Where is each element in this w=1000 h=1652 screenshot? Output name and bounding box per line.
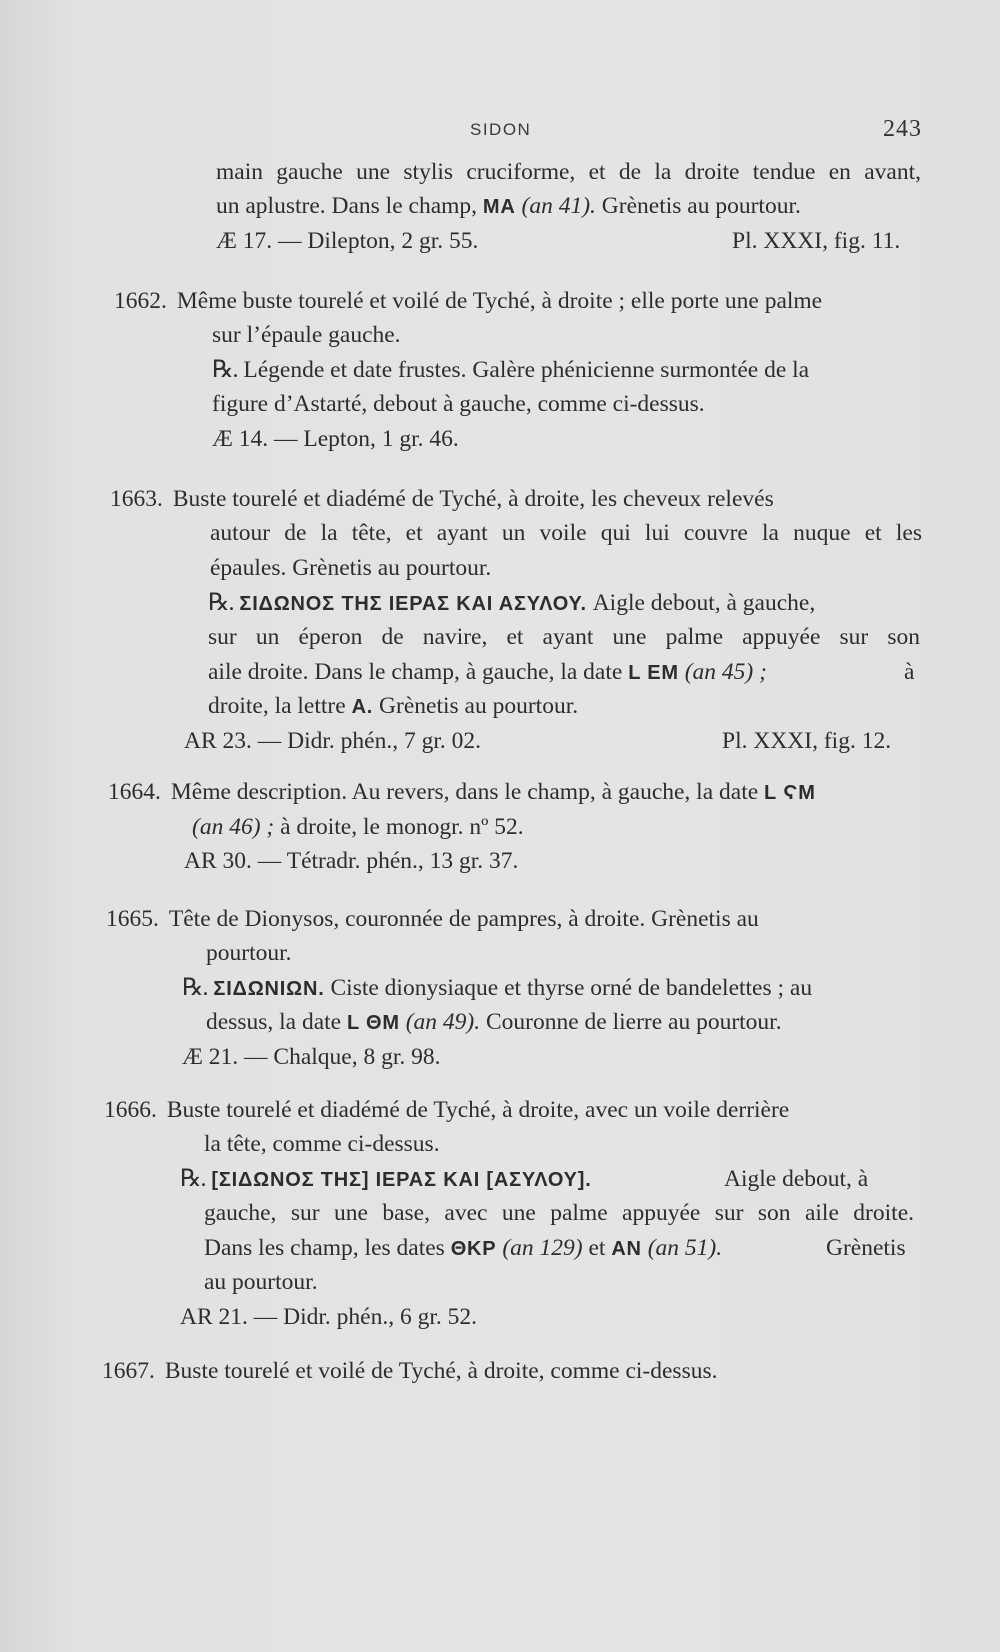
text-fragment: et	[588, 1235, 606, 1261]
plate-reference: Pl. XXXI, fig. 12.	[722, 728, 892, 754]
plate-reference: Pl. XXXI, fig. 11.	[732, 228, 901, 254]
text-line	[180, 1164, 592, 1195]
date-note: (an 46) ;	[192, 814, 275, 840]
reverse-symbol: ℞.	[180, 1166, 206, 1192]
date-note: (an 49).	[405, 1009, 481, 1035]
text-fragment: Légende et date frustes. Galère phénicienne surmontée de la	[243, 357, 810, 383]
text-line: sur un éperon de navire, et ayant une palme appuyée sur son	[208, 624, 920, 650]
text-line	[206, 1007, 782, 1038]
field-date: AN	[611, 1238, 642, 1260]
text-fragment: Buste tourelé et diadémé de Tyché, à droite, les cheveux relevés	[172, 486, 774, 512]
text-line: autour de la tête, et ayant un voile qui lui couvre la nuque et les	[210, 520, 922, 546]
text-fragment: Tête de Dionysos, couronnée de pampres, à droite. Grènetis au	[168, 906, 759, 932]
text-fragment: aile droite. Dans le champ, à gauche, la date	[208, 659, 623, 685]
text-line: épaules. Grènetis au pourtour.	[210, 555, 492, 581]
text-line: gauche, sur une base, avec une palme appuyée sur son aile droite.	[204, 1200, 914, 1226]
date-note: (an 129)	[502, 1235, 583, 1261]
field-date: L ΘM	[346, 1012, 400, 1034]
metrology-line: AR 21. — Didr. phén., 6 gr. 52.	[180, 1304, 478, 1330]
text-line: pourtour.	[206, 940, 292, 966]
entry-number: 1663.	[110, 486, 163, 512]
reverse-symbol: ℞.	[208, 590, 234, 616]
text-line	[208, 691, 578, 722]
text-fragment: Aigle debout, à	[724, 1166, 869, 1192]
entry-1663	[110, 484, 774, 514]
reverse-symbol: ℞.	[212, 357, 238, 383]
metrology-line: AR 23. — Didr. phén., 7 gr. 02.	[184, 728, 482, 754]
date-note: (an 45) ;	[684, 659, 767, 685]
text-fragment: à droite, le monogr. nº 52.	[280, 814, 524, 840]
text-line	[192, 812, 524, 842]
field-date: L ϚM	[764, 782, 816, 804]
metrology-line: Æ 17. — Dilepton, 2 gr. 55.	[216, 228, 479, 254]
entry-1665	[106, 904, 759, 934]
text-line	[208, 657, 767, 688]
greek-legend: ΣΙΔΩΝΙΩΝ.	[213, 978, 325, 1000]
field-legend: MA	[482, 196, 516, 218]
text-line: au pourtour.	[204, 1269, 318, 1295]
page-number: 243	[883, 116, 922, 142]
text-fragment: à	[904, 659, 915, 685]
text-fragment: Grènetis	[826, 1235, 906, 1261]
text-line: figure d’Astarté, debout à gauche, comme ci-dessus.	[212, 391, 705, 417]
greek-legend: ΣΙΔΩΝΟΣ ΤΗΣ ΙΕΡΑΣ ΚΑΙ ΑΣΥΛΟΥ.	[239, 593, 587, 615]
text-fragment: un aplustre. Dans le champ,	[216, 193, 478, 219]
text-line: sur l’épaule gauche.	[212, 322, 401, 348]
entry-1667	[102, 1356, 718, 1386]
entry-number: 1662.	[114, 288, 167, 314]
text-fragment: Dans les champ, les dates	[204, 1235, 445, 1261]
text-fragment: Ciste dionysiaque et thyrse orné de bandelettes ; au	[330, 975, 813, 1001]
text-line	[212, 355, 920, 385]
text-fragment: dessus, la date	[206, 1009, 342, 1035]
text-fragment: Même buste tourelé et voilé de Tyché, à droite ; elle porte une palme	[176, 288, 823, 314]
reverse-symbol: ℞.	[182, 975, 208, 1001]
running-head	[0, 116, 1000, 146]
text-fragment: Buste tourelé et diadémé de Tyché, à droite, avec un voile derrière	[166, 1097, 790, 1123]
text-line: la tête, comme ci-dessus.	[204, 1131, 440, 1157]
field-date: ΘΚΡ	[450, 1238, 497, 1260]
greek-legend: [ΣΙΔΩΝΟΣ ΤΗΣ] ΙΕΡΑΣ ΚΑΙ [ΑΣΥΛΟΥ].	[211, 1169, 592, 1191]
text-line	[182, 973, 812, 1004]
text-line: main gauche une stylis cruciforme, et de la droite tendue en avant,	[216, 159, 921, 185]
date-note: (an 41).	[521, 193, 596, 219]
entry-1666	[104, 1095, 789, 1125]
text-fragment: Buste tourelé et voilé de Tyché, à droite, comme ci-dessus.	[164, 1358, 718, 1384]
text-fragment: droite, la lettre	[208, 693, 346, 719]
text-fragment: Même description. Au revers, dans le champ, à gauche, la date	[170, 779, 759, 805]
text-fragment: Grènetis au pourtour.	[601, 193, 801, 219]
text-fragment: Grènetis au pourtour.	[379, 693, 579, 719]
entry-number: 1666.	[104, 1097, 157, 1123]
text-fragment: Couronne de lierre au pourtour.	[485, 1009, 782, 1035]
entry-1664	[108, 777, 816, 808]
text-fragment: Aigle debout, à gauche,	[592, 590, 816, 616]
entry-number: 1664.	[108, 779, 161, 805]
field-date: L EM	[628, 662, 679, 684]
metrology-line: Æ 14. — Lepton, 1 gr. 46.	[212, 426, 459, 452]
entry-number: 1665.	[106, 906, 159, 932]
entry-1662	[114, 286, 822, 316]
entry-number: 1667.	[102, 1358, 155, 1384]
text-line	[204, 1233, 722, 1264]
metrology-line: Æ 21. — Chalque, 8 gr. 98.	[182, 1044, 441, 1070]
text-line	[216, 191, 801, 222]
metrology-line: AR 30. — Tétradr. phén., 13 gr. 37.	[184, 848, 519, 874]
running-title: SIDON	[470, 120, 532, 139]
date-note: (an 51).	[647, 1235, 723, 1261]
field-letter: A.	[351, 696, 374, 718]
text-line	[208, 588, 815, 619]
